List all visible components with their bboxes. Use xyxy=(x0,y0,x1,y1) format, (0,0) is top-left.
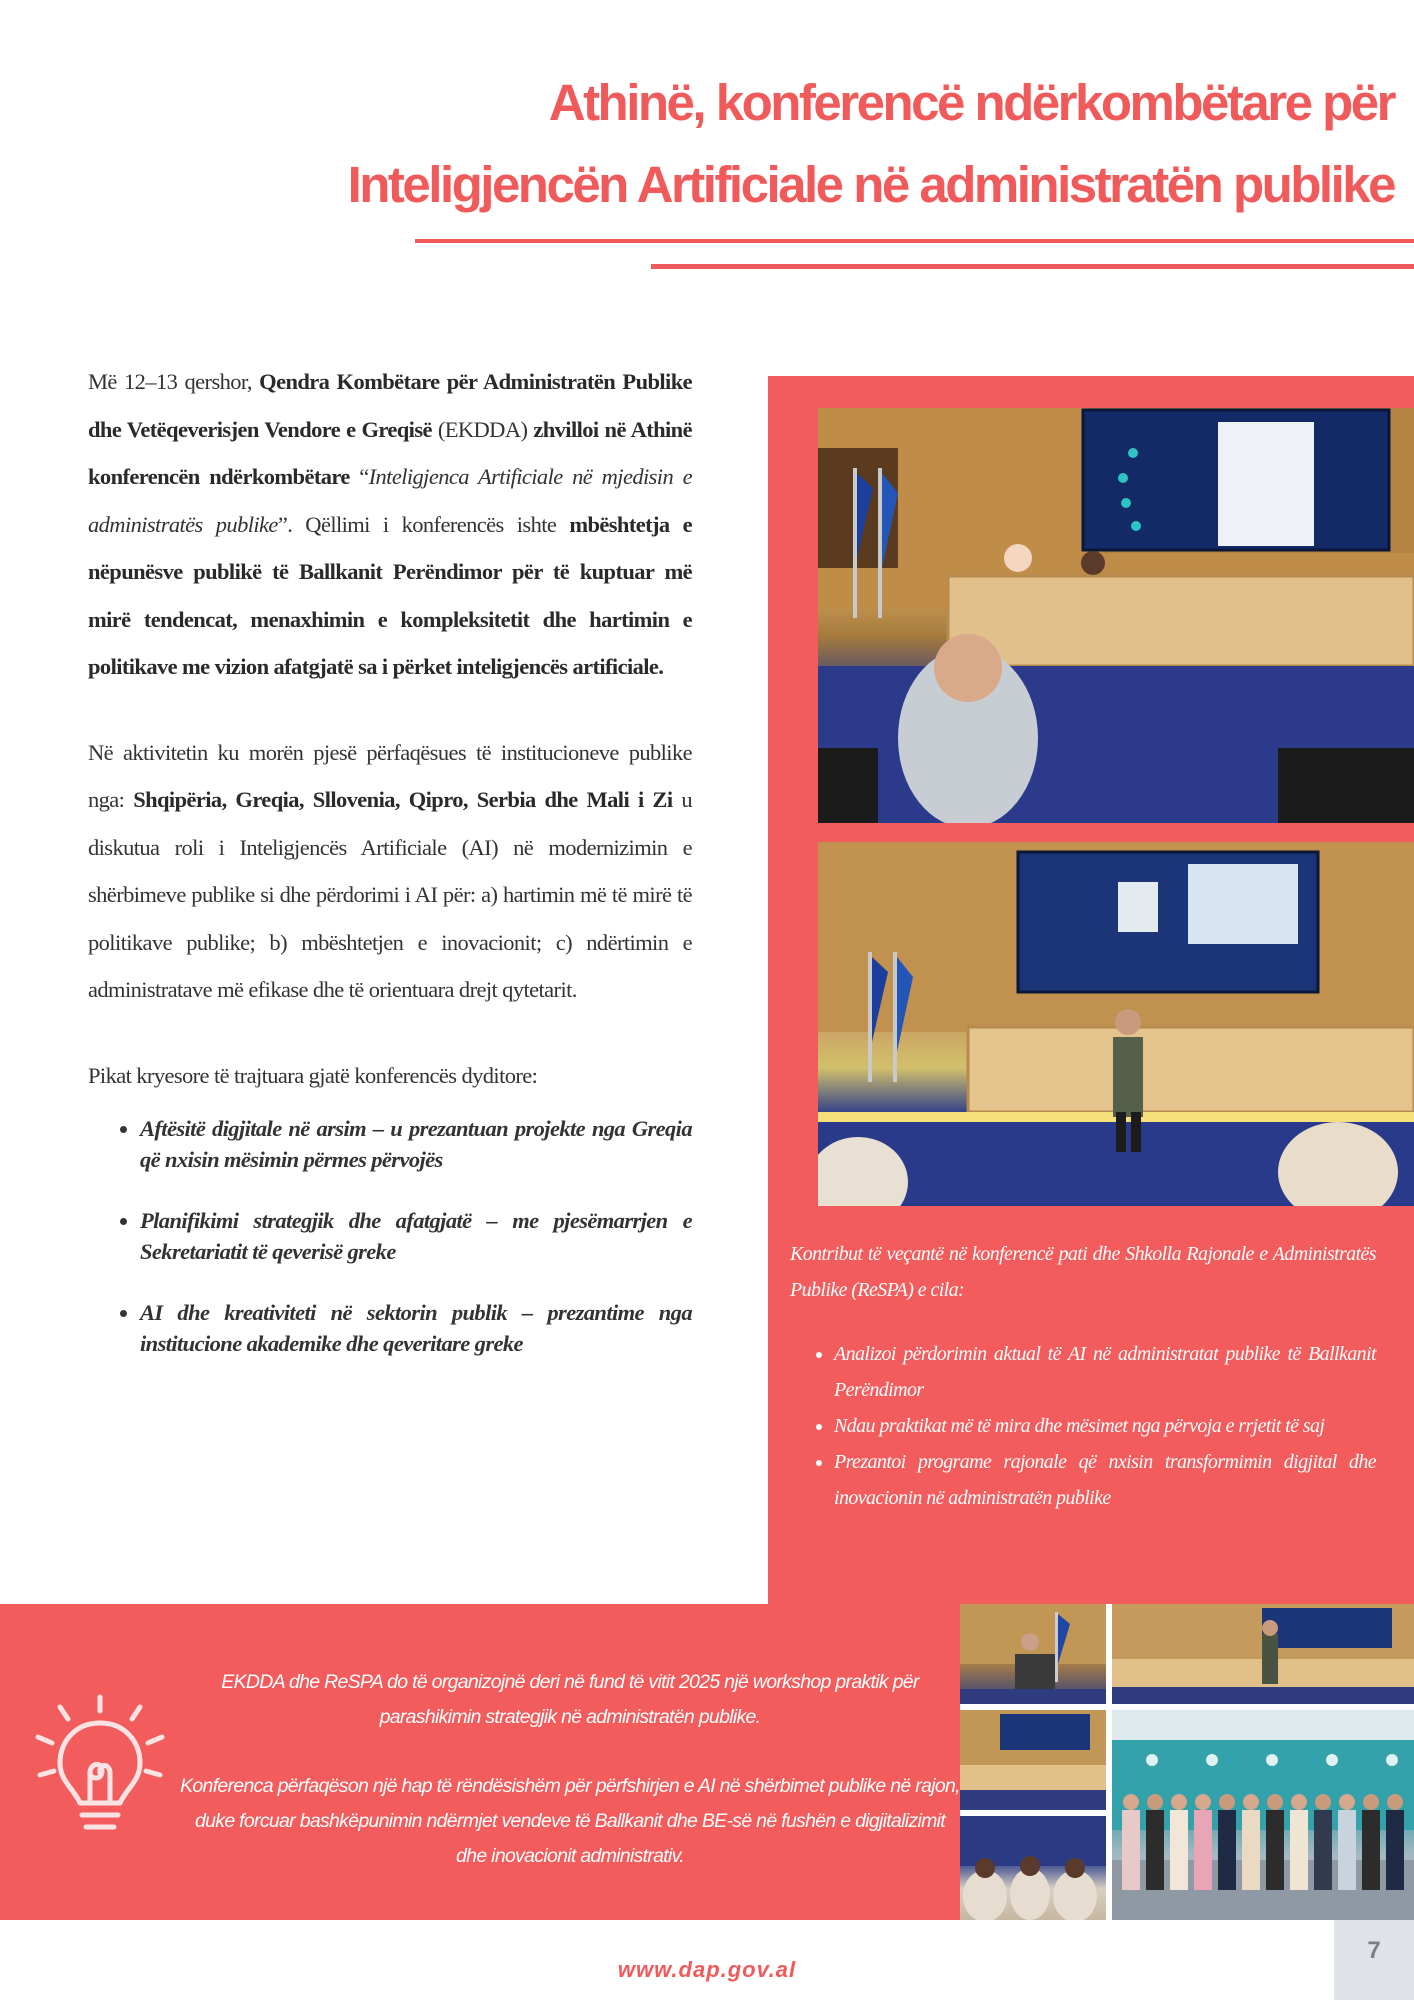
key-point-item: • Planifikimi strategjik dhe afatgjatë – me pjesëmarrjen e Sekretariatit të qeverisë greke xyxy=(140,1205,692,1267)
photo-panel-table-illustration xyxy=(960,1710,1106,1810)
footer-website-link[interactable]: www.dap.gov.al xyxy=(617,1957,797,1982)
key-points-list xyxy=(88,1113,692,1359)
intro-text-3: “ xyxy=(349,464,369,489)
intro-text-4: ”. Qëllimi i konferencës ishte xyxy=(277,511,570,537)
conference-panel-illustration xyxy=(818,408,1414,823)
title-line-2: Inteligjencën Artificiale në administratën publike xyxy=(347,156,1394,213)
participants-text-2: u diskutua roli i Inteligjencës Artificiale (AI) në modernizimin e shërbimeve publike si dhe përdorimi i AI për: a) hartimin më të mirë të politikave publike; b) mbështetjen e inovacionit; c) ndërtimin e administratave më efikase dhe të orientuara drejt qytetarit. xyxy=(88,787,692,1002)
intro-text-1: Më 12–13 qershor, xyxy=(88,369,260,394)
respa-intro: Kontribut të veçantë në konferencë pati dhe Shkolla Rajonale e Administratës Publike (ReSPA) e cila: xyxy=(790,1243,1376,1301)
key-points-heading: Pikat kryesore të trajtuara gjatë konferencës dyditore: xyxy=(88,1062,538,1088)
respa-item: • Prezantoi programe rajonale që nxisin transformimin digjital dhe inovacionin në administratën publike xyxy=(834,1444,1376,1516)
key-point-item: • Aftësitë digjitale në arsim – u prezantuan projekte nga Greqia që nxisin mësimin përmes përvojës xyxy=(140,1113,692,1175)
intro-text-2: (EKDDA) xyxy=(431,416,534,442)
title-underline-short xyxy=(651,264,1414,269)
title-line-1: Athinë, konferencë ndërkombëtare për xyxy=(548,74,1394,131)
respa-contribution-text xyxy=(790,1236,1376,1516)
conference-photo-panel xyxy=(818,408,1414,823)
workshop-announcement: EKDDA dhe ReSPA do të organizojnë deri në fund të vitit 2025 një workshop praktik për parashikimin strategjik në administratën publike. xyxy=(221,1671,919,1728)
conference-speaker-illustration xyxy=(818,842,1414,1206)
lightbulb-icon xyxy=(30,1693,170,1843)
intro-bold-1: Qendra Kombëtare për Administratën Publike dhe Vetëqeverisjen Vendore e Greqisë xyxy=(88,369,692,442)
page-title xyxy=(154,62,1394,226)
page-number: 7 xyxy=(1334,1920,1414,2000)
intro-bold-3: mbështetja e nëpunësve publikë të Ballkanit Perëndimor për të kuptuar më mirë tendencat, menaxhimin e kompleksitetit dhe hartimin e politikave me vizion afatgjatë sa i përket inteligjencës artificiale. xyxy=(88,511,693,679)
respa-item: • Analizoi përdorimin aktual të AI në administratat publike të Ballkanit Perëndimor xyxy=(834,1336,1376,1408)
photo-speaker-stage xyxy=(1112,1604,1414,1704)
intro-bold-2: zhvilloi në Athinë konferencën ndërkombëtare xyxy=(88,416,692,489)
respa-item: • Ndau praktikat më të mira dhe mësimet nga përvoja e rrjetit të saj xyxy=(834,1408,1376,1444)
photo-audience xyxy=(960,1816,1106,1920)
key-point-item: • AI dhe kreativiteti në sektorin publik – prezantime nga institucione akademike dhe qeveritare greke xyxy=(140,1297,692,1359)
participants-paragraph xyxy=(88,729,692,1014)
article-body xyxy=(88,358,692,1389)
conference-significance: Konferenca përfaqëson një hap të rëndësishëm për përfshirjen e AI në shërbimet publike në rajon, duke forcuar bashkëpunimin ndërmjet vendeve të Ballkanit dhe BE-së në fushën e digjitalizimit dhe inovacionit administrativ. xyxy=(180,1775,960,1867)
photo-podium-illustration xyxy=(960,1604,1106,1704)
intro-italic-1: Inteligjenca Artificiale në mjedisin e administratës publike xyxy=(88,464,692,537)
photo-audience-illustration xyxy=(960,1816,1106,1920)
photo-group-illustration xyxy=(1112,1710,1414,1920)
participants-text-1: Në aktivitetin ku morën pjesë përfaqësues të institucioneve publike nga: xyxy=(88,739,692,812)
photo-group xyxy=(1112,1710,1414,1920)
conference-photo-speaker xyxy=(818,842,1414,1206)
title-underline-long xyxy=(415,239,1414,243)
photo-panel-table xyxy=(960,1710,1106,1810)
respa-list xyxy=(790,1336,1376,1516)
photo-speaker-stage-illustration xyxy=(1112,1604,1414,1704)
photo-podium xyxy=(960,1604,1106,1704)
intro-paragraph xyxy=(88,358,692,691)
participants-countries: Shqipëria, Greqia, Sllovenia, Qipro, Serbia dhe Mali i Zi xyxy=(133,787,673,812)
conclusion-text xyxy=(180,1665,960,1874)
